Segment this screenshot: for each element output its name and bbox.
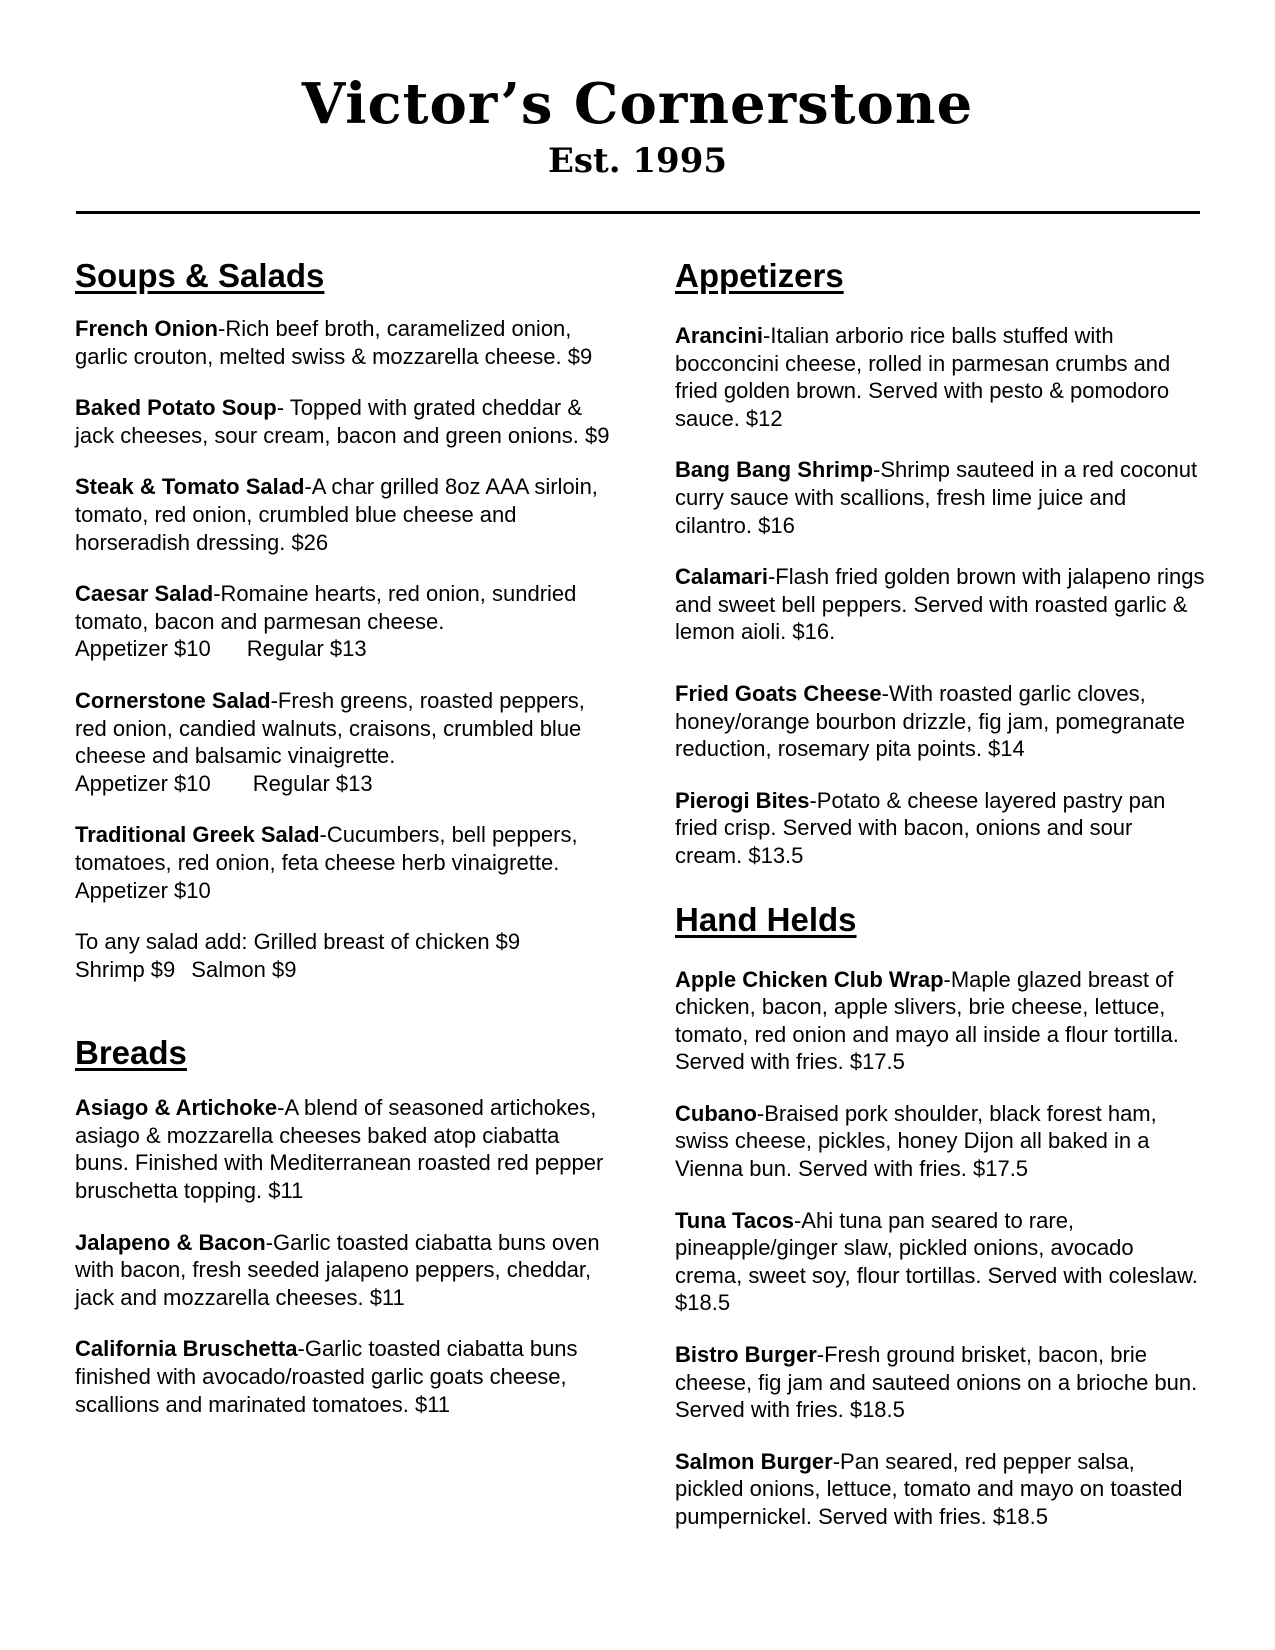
item-name: Arancini [675, 323, 764, 348]
menu-item-greek-salad [75, 821, 615, 904]
header-divider [76, 211, 1200, 214]
item-name: Fried Goats Cheese [675, 680, 882, 706]
menu-item-caesar-salad [75, 580, 615, 663]
menu-item-pierogi-bites [675, 787, 1205, 870]
item-description: -Flash fried golden brown with jalapeno rings and sweet bell peppers. Served with roasted garlic & lemon aioli. $16. [675, 564, 1205, 645]
right-column [675, 256, 1205, 1531]
menu-item-calamari [675, 563, 1205, 646]
menu-item-french-onion [75, 315, 615, 370]
item-description: -Potato & cheese layered pastry pan fried crisp. Served with bacon, onions and sour cream. $13.5 [675, 787, 1166, 868]
item-description: -Romaine hearts, red onion, sundried tomato, bacon and parmesan cheese. [75, 581, 577, 634]
price-regular: Regular $13 [246, 636, 367, 662]
item-name: California Bruschetta [75, 1336, 298, 1362]
left-column [75, 256, 615, 1418]
item-name: Asiago & Artichoke [75, 1095, 278, 1121]
menu-item-arancini [675, 322, 1205, 432]
item-name: Pierogi Bites [675, 787, 810, 813]
item-name: Cubano [675, 1100, 757, 1126]
item-name: Bang Bang Shrimp [675, 457, 874, 483]
section-heading-breads: Breads [75, 1034, 187, 1072]
item-name: Salmon Burger [675, 1448, 833, 1474]
menu-item-tuna-tacos [675, 1207, 1205, 1317]
restaurant-title: Victor’s Cornerstone [301, 71, 974, 137]
item-description: -Fresh ground brisket, bacon, brie cheese, fig jam and sauteed onions on a brioche bun. Served with fries. $18.5 [675, 1342, 1198, 1423]
item-description: -Italian arborio rice balls stuffed with bocconcini cheese, rolled in parmesan crumbs and fried golden brown. Served with pesto & pomodoro sauce. $12 [675, 323, 1171, 431]
item-name: Jalapeno & Bacon [75, 1229, 266, 1255]
item-description: -A char grilled 8oz AAA sirloin, tomato, red onion, crumbled blue cheese and horseradish dressing. $26 [75, 474, 598, 555]
menu-item-bang-bang-shrimp [675, 456, 1205, 539]
item-name: Calamari [675, 564, 768, 590]
item-description: -Cucumbers, bell peppers, tomatoes, red onion, feta cheese herb vinaigrette. [75, 822, 578, 875]
item-name: Bistro Burger [675, 1342, 817, 1368]
menu-item-bistro-burger [675, 1341, 1205, 1424]
established-year: Est. 1995 [547, 141, 728, 181]
section-heading-soups-salads: Soups & Salads [75, 257, 325, 294]
item-description: -Braised pork shoulder, black forest ham, swiss cheese, pickles, honey Dijon all baked in a Vienna bun. Served with fries. $17.5 [675, 1100, 1157, 1182]
item-description: -A blend of seasoned artichokes, asiago & mozzarella cheeses baked atop ciabatta buns. Finished with Mediterranean roasted red pepper bruschetta topping. $11 [75, 1095, 604, 1204]
item-description: -With roasted garlic cloves, honey/orange bourbon drizzle, fig jam, pomegranate reduction, rosemary pita points. $14 [675, 680, 1185, 762]
menu-item-asiago-artichoke [75, 1094, 615, 1204]
price-appetizer: Appetizer $10 [75, 877, 211, 903]
menu-item-cornerstone-salad [75, 687, 615, 797]
item-description: -Pan seared, red pepper salsa, pickled onions, lettuce, tomato and mayo on toasted pumpernickel. Served with fries. $18.5 [675, 1448, 1183, 1529]
item-name: Cornerstone Salad [75, 687, 271, 713]
item-name: French Onion [75, 316, 218, 341]
menu-item-steak-tomato-salad [75, 473, 615, 556]
menu-item-salmon-burger [675, 1448, 1205, 1531]
item-description: -Maple glazed breast of chicken, bacon, apple slivers, brie cheese, lettuce, tomato, red onion and mayo all inside a flour tortilla. Served with fries. $17.5 [675, 966, 1179, 1075]
menu-item-fried-goats-cheese [675, 680, 1205, 763]
price-regular: Regular $13 [252, 770, 373, 796]
item-name: Traditional Greek Salad [75, 822, 320, 848]
addon-salmon: Salmon $9 [191, 956, 297, 982]
addon-chicken: To any salad add: Grilled breast of chicken $9 [75, 929, 521, 955]
price-appetizer: Appetizer $10 [75, 770, 211, 796]
menu-item-cubano [675, 1100, 1205, 1183]
item-description: -Garlic toasted ciabatta buns finished with avocado/roasted garlic goats cheese, scallions and marinated tomatoes. $11 [75, 1336, 578, 1417]
salad-addons [75, 928, 615, 983]
price-appetizer: Appetizer $10 [75, 636, 211, 662]
item-description: -Rich beef broth, caramelized onion, garlic crouton, melted swiss & mozzarella cheese. $9 [75, 316, 593, 369]
item-description: -Shrimp sauteed in a red coconut curry sauce with scallions, fresh lime juice and cilantro. $16 [675, 457, 1198, 538]
menu-item-california-bruschetta [75, 1335, 615, 1418]
item-name: Steak & Tomato Salad [75, 474, 305, 500]
item-description: -Garlic toasted ciabatta buns oven with bacon, fresh seeded jalapeno peppers, cheddar, jack and mozzarella cheeses. $11 [75, 1229, 600, 1310]
item-description: -Ahi tuna pan seared to rare, pineapple/ginger slaw, pickled onions, avocado crema, sweet soy, flour tortillas. Served with coleslaw. $18.5 [675, 1207, 1198, 1316]
item-name: Tuna Tacos [675, 1207, 794, 1233]
section-heading-appetizers: Appetizers [675, 257, 844, 294]
menu-item-apple-chicken-club-wrap [675, 966, 1205, 1076]
item-description: - Topped with grated cheddar & jack cheeses, sour cream, bacon and green onions. $9 [75, 395, 610, 448]
item-name: Baked Potato Soup [75, 395, 277, 421]
section-heading-hand-helds: Hand Helds [675, 900, 857, 938]
item-name: Caesar Salad [75, 581, 214, 607]
addon-shrimp: Shrimp $9 [75, 956, 176, 982]
item-description: -Fresh greens, roasted peppers, red onion, candied walnuts, craisons, crumbled blue cheese and balsamic vinaigrette. [75, 687, 585, 769]
menu-item-jalapeno-bacon [75, 1229, 615, 1312]
menu-item-baked-potato-soup [75, 394, 615, 449]
item-name: Apple Chicken Club Wrap [675, 966, 944, 992]
